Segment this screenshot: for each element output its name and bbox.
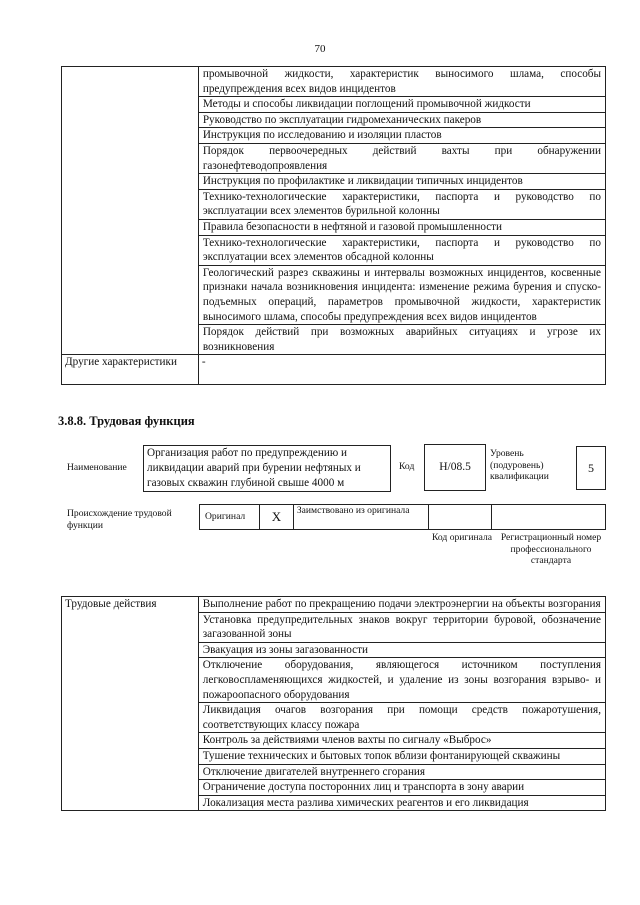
- reg-number-cell: [492, 505, 606, 530]
- table-row: Отключение двигателей внутреннего сгорания: [199, 765, 605, 781]
- table-row: Руководство по эксплуатации гидромеханических пакеров: [199, 113, 605, 129]
- function-name-box: Организация работ по предупреждению и ликвидации аварий при бурении нефтяных и газовых скважин глубиной свыше 4000 м: [143, 445, 391, 492]
- table-row: Контроль за действиями членов вахты по сигналу «Выброс»: [199, 733, 605, 749]
- level-box: 5: [576, 446, 606, 490]
- actions-table: [61, 596, 606, 811]
- table-row: Локализация места разлива химических реагентов и его ликвидация: [202, 796, 529, 809]
- reg-number-label: Регистрационный номер профессионального стандарта: [500, 532, 602, 566]
- table-row: Порядок первоочередных действий вахты при обнаружении газонефтеводопроявления: [199, 144, 605, 174]
- table-row: Отключение оборудования, являющегося источником поступления легковоспламеняющихся жидкостей, и удаление из зоны возгорания взрыво- и пожароопасного оборудования: [199, 658, 605, 703]
- original-mark: Х: [259, 505, 293, 530]
- table-row: Установка предупредительных знаков вокруг территории буровой, обозначение загазованной зоны: [199, 613, 605, 643]
- other-characteristics-label: Другие характеристики: [62, 355, 199, 385]
- knowledge-rows: [198, 67, 605, 355]
- code-box: Н/08.5: [424, 444, 486, 491]
- knowledge-label-cell: [62, 67, 199, 355]
- table-row: Ликвидация очагов возгорания при помощи средств пожаротушения, соответствующих классу пожара: [199, 703, 605, 733]
- table-row: Порядок действий при возможных аварийных ситуациях и угрозе их возникновения: [202, 326, 601, 353]
- table-row: Ограничение доступа посторонних лиц и транспорта в зону аварии: [199, 780, 605, 796]
- actions-label: Трудовые действия: [62, 597, 199, 811]
- table-row: Выполнение работ по прекращению подачи электроэнергии на объекты возгорания: [199, 597, 605, 613]
- table-row: Тушение технических и бытовых топок вблизи фонтанирующей скважины: [199, 749, 605, 765]
- table-row: Методы и способы ликвидации поглощений промывочной жидкости: [199, 97, 605, 113]
- knowledge-table: [61, 66, 606, 385]
- other-characteristics-value: -: [198, 355, 605, 385]
- borrowed-label: Заимствовано из оригинала: [293, 505, 428, 530]
- table-row: Технико-технологические характеристики, паспорта и руководство по эксплуатации всех элементов обсадной колонны: [199, 236, 605, 266]
- actions-rows: [198, 597, 605, 811]
- table-row: Геологический разрез скважины и интервалы возможных инцидентов, косвенные признаки начала возникновения инцидента: изменение режима бурения и спуско-подъемных операций, параметров промывочной жидкости, характеристик выносимого шлама, способы предупреждения всех видов инцидентов: [199, 266, 605, 325]
- code-original-cell: [428, 505, 492, 530]
- code-label: Код: [399, 461, 415, 472]
- code-original-label: Код оригинала: [431, 532, 493, 543]
- section-heading: 3.8.8. Трудовая функция: [58, 414, 195, 428]
- table-row: Инструкция по исследованию и изоляции пластов: [199, 128, 605, 144]
- original-label: Оригинал: [200, 505, 260, 530]
- table-row: Правила безопасности в нефтяной и газовой промышленности: [199, 220, 605, 236]
- name-label: Наименование: [67, 462, 127, 473]
- origin-label: Происхождение трудовой функции: [67, 508, 172, 531]
- origin-table: [199, 504, 606, 530]
- level-label: Уровень (подуровень) квалификации: [490, 448, 549, 482]
- table-row: промывочной жидкости, характеристик выносимого шлама, способы предупреждения всех видов инцидентов: [199, 67, 605, 97]
- table-row: Инструкция по профилактике и ликвидации типичных инцидентов: [199, 174, 605, 190]
- table-row: Технико-технологические характеристики, паспорта и руководство по эксплуатации всех элементов бурильной колонны: [199, 190, 605, 220]
- table-row: Эвакуация из зоны загазованности: [199, 643, 605, 659]
- page-number: 70: [314, 43, 326, 55]
